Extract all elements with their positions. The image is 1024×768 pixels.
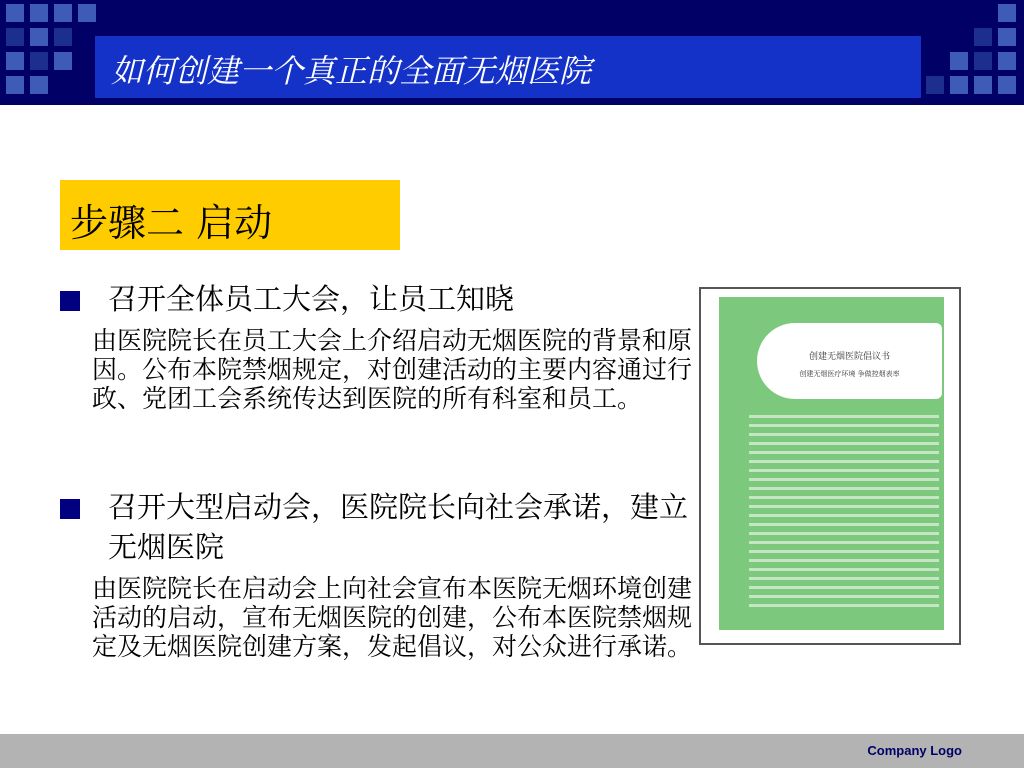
footer-band [0, 734, 1024, 768]
pamphlet-title: 创建无烟医院倡议书 [808, 352, 890, 362]
header-band [0, 0, 1024, 105]
pamphlet-subtitle: 创建无烟医疗环境 争做控烟表率 [799, 370, 900, 378]
title-bar [95, 36, 921, 98]
pamphlet-cover [719, 297, 944, 630]
bullet-description: 由医院院长在员工大会上介绍启动无烟医院的背景和原因。公布本院禁烟规定，对创建活动的主要内容通过行政、党团工会系统传达到医院的所有科室和员工。 [92, 326, 693, 413]
pamphlet-body-text [749, 415, 939, 613]
pamphlet-title-card [757, 323, 942, 399]
bullet-text: 召开大型启动会，医院院长向社会承诺，建立无烟医院 [108, 490, 689, 564]
bullet-square-icon [60, 499, 80, 519]
pamphlet-image [699, 287, 961, 645]
bullet-text: 召开全体员工大会，让员工知晓 [108, 282, 515, 316]
company-logo: Company Logo [867, 743, 962, 758]
slide-title: 如何创建一个真正的全面无烟医院 [111, 52, 592, 90]
bullet-description: 由医院院长在启动会上向社会宣布本医院无烟环境创建活动的启动，宣布无烟医院的创建，公布本医院禁烟规定及无烟医院创建方案，发起倡议，对公众进行承诺。 [92, 574, 693, 661]
step-heading: 步骤二 启动 [70, 201, 273, 245]
bullet-square-icon [60, 291, 80, 311]
step-heading-box [60, 180, 400, 250]
